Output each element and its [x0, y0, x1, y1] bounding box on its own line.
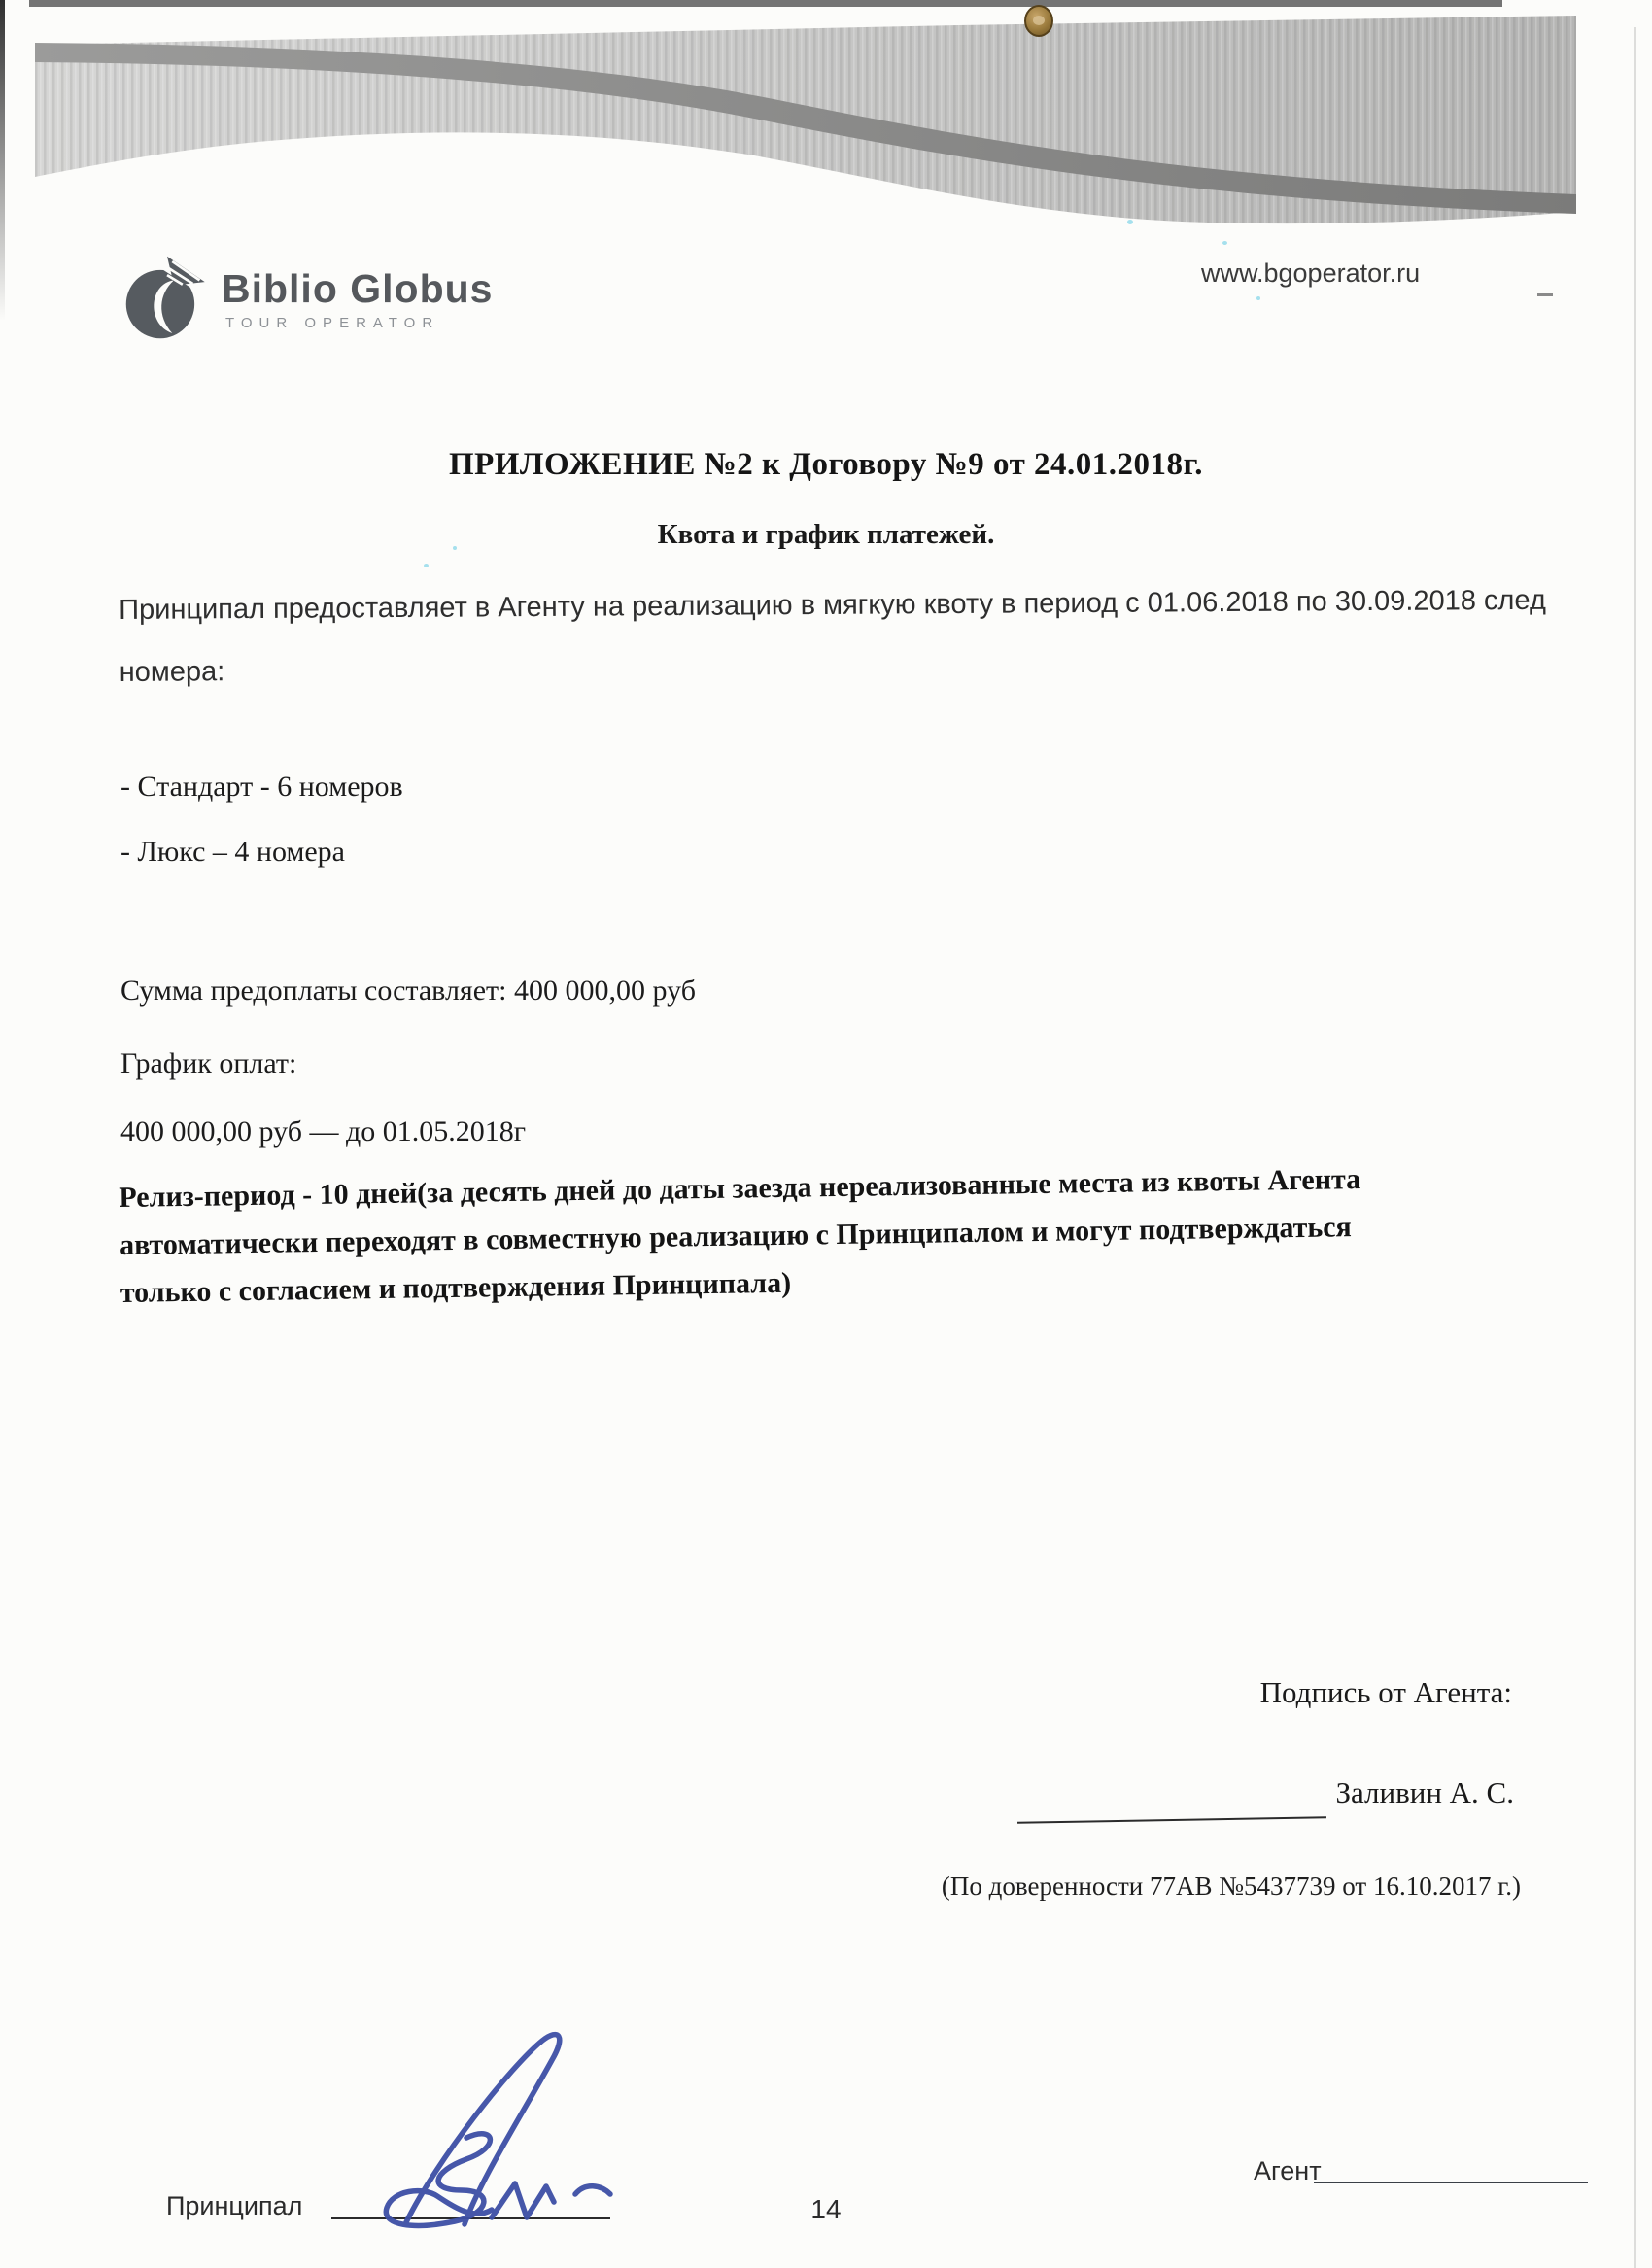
- prepayment-line: Сумма предоплаты составляет: 400 000,00 руб: [120, 975, 696, 1007]
- website-url: www.bgoperator.ru: [1201, 258, 1421, 288]
- power-of-attorney-note: (По доверенности 77АВ №5437739 от 16.10.2017 г.): [941, 1872, 1521, 1901]
- intro-paragraph: [119, 569, 1546, 704]
- biblio-globus-logo-icon: [124, 255, 210, 340]
- principal-label: Принципал: [166, 2191, 303, 2220]
- document-subtitle: Квота и график платежей.: [657, 519, 995, 550]
- page-number: 14: [810, 2194, 842, 2224]
- payment-schedule-label: График оплат:: [120, 1048, 297, 1080]
- release-period-paragraph: [119, 1155, 1362, 1317]
- logo-wordmark: Biblio Globus: [222, 266, 494, 311]
- release-line-3: только с согласием и подтверждения Принципала): [120, 1266, 792, 1309]
- scan-left-edge: [0, 0, 5, 321]
- quota-item-lux: - Люкс – 4 номера: [120, 836, 345, 868]
- staple-highlight: [1033, 16, 1045, 25]
- intro-line-2: номера:: [119, 656, 225, 688]
- quota-item-standard: - Стандарт - 6 номеров: [120, 771, 403, 803]
- logo-tagline: TOUR OPERATOR: [225, 315, 440, 331]
- page-edge-shadow: [1634, 27, 1636, 2268]
- document-title: ПРИЛОЖЕНИЕ №2 к Договору №9 от 24.01.2018г.: [448, 447, 1204, 482]
- ink-speck: [1256, 296, 1260, 300]
- agent-signature-caption: Подпись от Агента:: [1259, 1675, 1512, 1709]
- payment-schedule-item: 400 000,00 руб — до 01.05.2018г: [120, 1116, 527, 1148]
- header-wave-banner: [35, 10, 1576, 233]
- agent-label: Агент: [1254, 2156, 1322, 2185]
- agent-name: Заливин А. С.: [1335, 1775, 1514, 1809]
- pen-dash-mark: [1537, 293, 1553, 296]
- intro-line-1: Принципал предоставляет в Агенту на реализацию в мягкую квоту в период с 01.06.2018 по 30.09.2018 след: [119, 584, 1546, 626]
- wave-banner-graphic: [35, 10, 1576, 233]
- release-line-1: Релиз-период - 10 дней(за десять дней до даты заезда нереализованные места из квоты Агента: [119, 1163, 1361, 1214]
- release-line-2: автоматически переходят в совместную реализацию с Принципалом и могут подтверждаться: [119, 1211, 1353, 1261]
- agent-signature-line-bottom: [1314, 2182, 1588, 2183]
- ink-speck: [424, 564, 429, 567]
- agent-signature-line: [1017, 1816, 1326, 1824]
- ink-speck: [1222, 241, 1227, 245]
- scan-top-edge: [29, 0, 1502, 7]
- ink-speck: [1127, 220, 1133, 224]
- staple: [1024, 5, 1053, 37]
